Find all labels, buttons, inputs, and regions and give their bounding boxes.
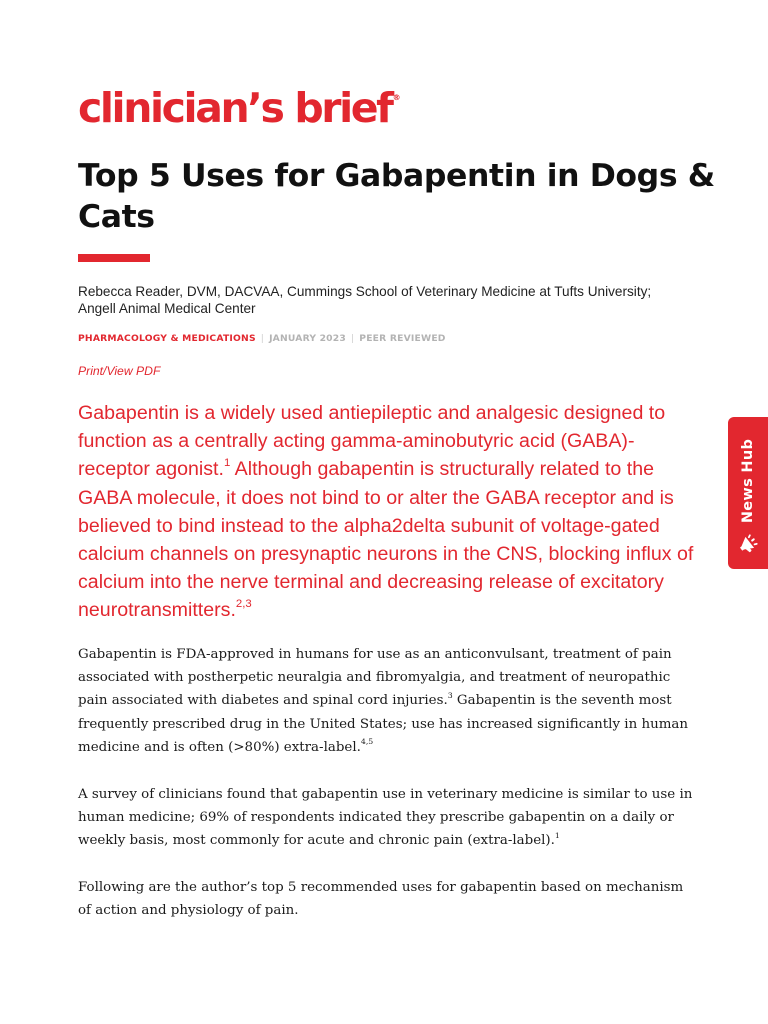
body-text: A survey of clinicians found that gabapentin use in veterinary medicine is similar to use in human medicine; 69% of respondents indicated they prescribe gabapentin on a daily or weekly basis, most commonly for acute and chronic pain (extra-label). <box>78 787 693 849</box>
reference-marker[interactable]: 3 <box>447 690 453 700</box>
print-view-pdf-link[interactable]: Print/View PDF <box>78 364 161 378</box>
review-badge: PEER REVIEWED <box>359 333 446 344</box>
body-paragraph-2 <box>78 783 698 853</box>
registered-mark: ® <box>392 93 401 102</box>
lead-paragraph <box>78 399 698 625</box>
author-byline <box>78 283 698 317</box>
reference-marker[interactable]: 2,3 <box>235 598 252 611</box>
news-hub-tab[interactable] <box>728 417 768 569</box>
author-line-2: Angell Animal Medical Center <box>78 301 256 316</box>
article-title: Top 5 Uses for Gabapentin in Dogs & Cats <box>78 158 715 235</box>
reference-marker[interactable]: 4,5 <box>360 737 374 747</box>
body-paragraph-3 <box>78 876 698 922</box>
title-accent-rule <box>78 254 150 262</box>
reference-marker[interactable]: 1 <box>223 457 231 470</box>
lead-text-2: Although gabapentin is structurally related to the GABA molecule, it does not bind to or alter the GABA receptor and is believed to bind instead to the alpha2delta subunit of voltage-gated calcium channels on presynaptic neurons in the CNS, blocking influx of calcium into the nerve terminal and decreasing release of excitatory neurotransmitters. <box>78 458 694 622</box>
brand-logo[interactable] <box>78 84 401 132</box>
body-paragraph-1 <box>78 643 698 759</box>
article-meta <box>78 333 446 344</box>
body-text: Gabapentin is FDA-approved in humans for use as an anticonvulsant, treatment of pain associated with postherpetic neuralgia and fibromyalgia, and treatment of neuropathic pain associated with diabetes and spinal cord injuries. <box>78 647 672 709</box>
lead-text-1: Gabapentin is a widely used antiepileptic and analgesic designed to function as a centrally acting gamma-aminobutyric acid (GABA)-receptor agonist. <box>78 402 666 481</box>
body-text: Gabapentin is the seventh most frequently prescribed drug in the United States; use has increased significantly in human medicine and is often (>80%) extra-label. <box>78 693 688 755</box>
body-text: Following are the author’s top 5 recommended uses for gabapentin based on mechanism of action and physiology of pain. <box>78 880 684 919</box>
megaphone-icon <box>737 531 761 555</box>
news-hub-label: News Hub <box>740 438 756 524</box>
publish-date: JANUARY 2023 <box>269 333 346 344</box>
reference-marker[interactable]: 1 <box>554 830 560 840</box>
brand-logo-text: clinician’s brief <box>78 84 392 132</box>
meta-separator: | <box>260 333 265 344</box>
author-line-1: Rebecca Reader, DVM, DACVAA, Cummings School of Veterinary Medicine at Tufts University; <box>78 284 652 299</box>
category-link[interactable]: PHARMACOLOGY & MEDICATIONS <box>78 333 256 344</box>
meta-separator: | <box>350 333 355 344</box>
